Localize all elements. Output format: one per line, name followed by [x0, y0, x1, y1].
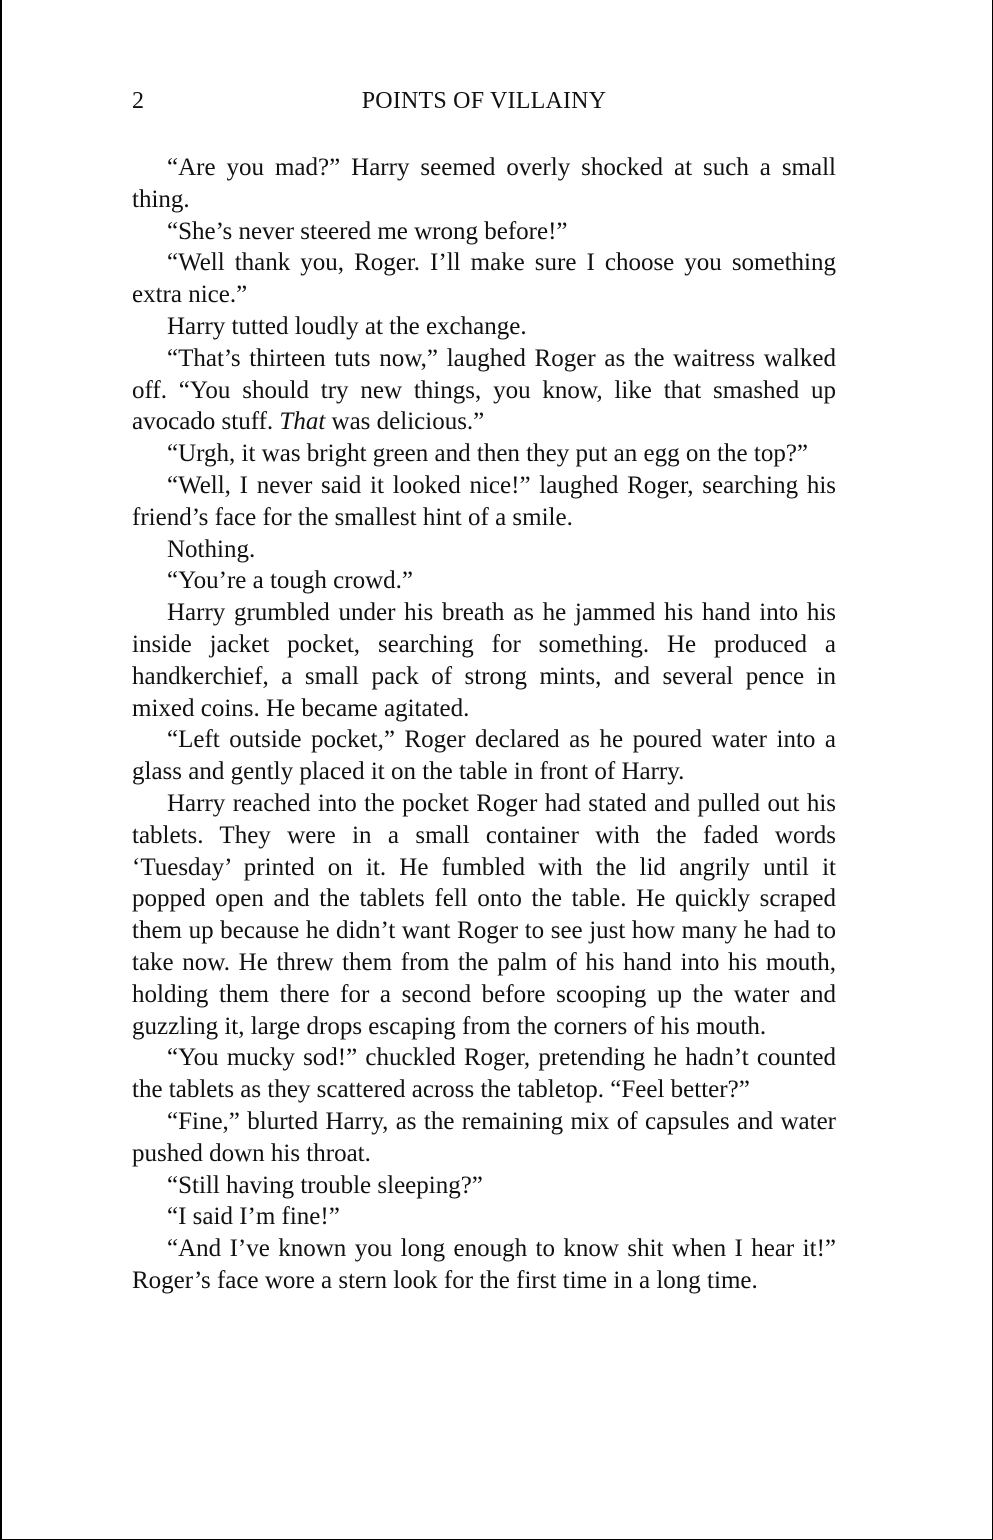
paragraph: “She’s never steered me wrong before!” [167, 217, 568, 245]
paragraph: Nothing. [167, 535, 256, 563]
running-title: POINTS OF VILLAINY [361, 88, 607, 114]
paragraph-text: “That’s thirteen tuts now,” laughed Roger as the waitress walked off. “You should try new things, you know, like that smashed up avocado stuff. [132, 344, 836, 436]
paragraph: “Urgh, it was bright green and then they put an egg on the top?” [167, 440, 809, 468]
paragraph: “Are you mad?” Harry seemed overly shocked at such a small thing. [132, 154, 836, 213]
paragraph: “You’re a tough crowd.” [167, 567, 414, 595]
italic-emphasis: That [279, 408, 326, 436]
paragraph: “Well thank you, Roger. I’ll make sure I choose you something extra nice.” [132, 249, 836, 309]
paragraph: Harry reached into the pocket Roger had stated and pulled out his tablets. They were in a small container with the faded words ‘Tuesday’ printed on it. He fumbled with the lid angrily until it popped open and the tablets fell onto the table. He quickly scraped them up because he didn’t want Roger to see just how many he had to take now. He threw them from the palm of his hand into his mouth, holding them there for a second before scooping up the water and guzzling it, large drops escaping from the corners of his mouth. [132, 789, 836, 1040]
paragraph: “Left outside pocket,” Roger declared as he poured water into a glass and gently placed it on the table in front of Harry. [132, 726, 836, 786]
page-header [132, 88, 836, 122]
paragraph [132, 343, 836, 438]
paragraph: Harry grumbled under his breath as he jammed his hand into his inside jacket pocket, searching for something. He produced a handkerchief, a small pack of strong mints, and several pence in mixed coins. He became agitated. [132, 599, 836, 722]
paragraph: “And I’ve known you long enough to know shit when I hear it!” Roger’s face wore a stern look for the first time in a long time. [132, 1235, 836, 1294]
paragraph: “Well, I never said it looked nice!” laughed Roger, searching his friend’s face for the smallest hint of a smile. [132, 471, 836, 531]
paragraph: “I said I’m fine!” [167, 1203, 340, 1231]
paragraph: Harry tutted loudly at the exchange. [167, 312, 527, 340]
paragraph: “You mucky sod!” chuckled Roger, pretending he hadn’t counted the tablets as they scattered across the tabletop. “Feel better?” [132, 1044, 836, 1104]
page-number: 2 [132, 88, 144, 114]
paragraph: “Still having trouble sleeping?” [167, 1171, 483, 1199]
paragraph-text: was delicious.” [325, 408, 485, 436]
body-text [132, 152, 836, 1297]
paragraph: “Fine,” blurted Harry, as the remaining mix of capsules and water pushed down his throat. [132, 1107, 836, 1167]
